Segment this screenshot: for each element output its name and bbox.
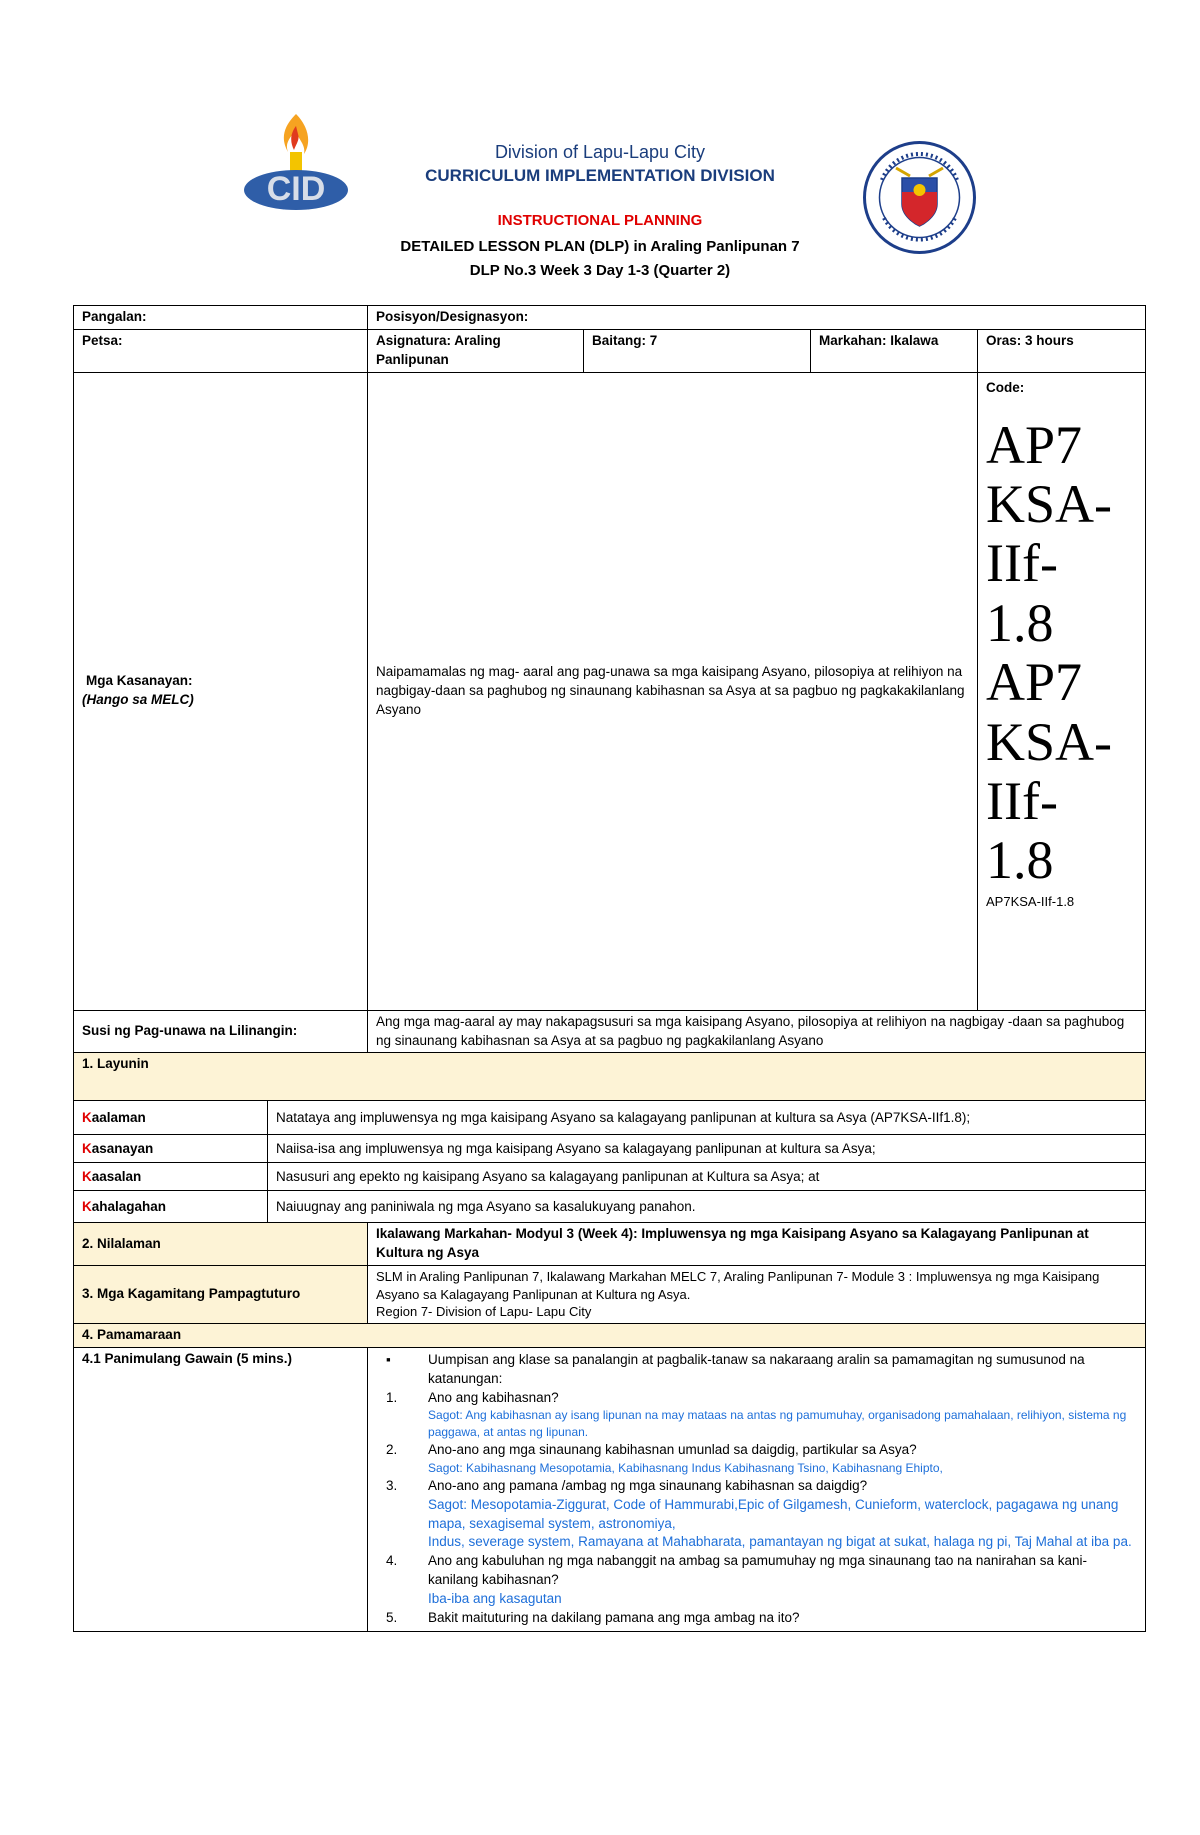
question-text: Ano-ano ang mga sinaunang kabihasnan umunlad sa daigdig, partikular sa Asya?: [428, 1442, 917, 1458]
deped-seal-icon: [862, 140, 977, 255]
kaalaman-text: Natataya ang impluwensya ng mga kaisipang Asyano sa kalagayang panlipunan at kultura sa Asya (AP7KSA-IIf1.8);: [268, 1101, 1146, 1135]
kagamitan-cell: [368, 1266, 1146, 1324]
pangalan-label: Pangalan:: [74, 306, 368, 330]
question-text: Ano ang kabihasnan?: [428, 1389, 559, 1405]
code-cell: [978, 372, 1146, 1010]
code-line: AP7: [986, 414, 1083, 475]
susi-text: Ang mga mag-aaral ay may nakapagsusuri sa mga kaisipang Asyano, pilosopiya at relihiyon na nagbigay -daan sa paghubog ng sinaunang kabihasnan sa Asya at sa pagbuo ng pagkakilanlang Asyano: [368, 1010, 1146, 1053]
bullet-icon: ▪: [386, 1351, 391, 1367]
question-text: Ano-ano ang pamana /ambag ng mga sinaunang kabihasnan sa daigdig?: [428, 1477, 868, 1493]
answer-text: Indus, severage system, Ramayana at Mahabharata, pamantayan ng bigat at sukat, halaga ng pi, Taj Mahal at iba pa.: [428, 1534, 1132, 1550]
kaalaman-label: Kaalaman: [74, 1101, 268, 1135]
petsa-label: Petsa:: [74, 329, 368, 372]
panimula-row: [74, 1347, 1146, 1631]
cid-logo-text: CID: [266, 170, 326, 208]
kaasalan-label: Kaasalan: [74, 1163, 268, 1191]
intro-text: Uumpisan ang klase sa panalangin at pagbalik-tanaw sa nakaraang aralin sa pamamagitan ng sumusunod na katanungan:: [428, 1351, 1085, 1386]
kasanayan-label-cell: [74, 372, 368, 1010]
kasanayan-label: Mga Kasanayan:: [86, 673, 193, 689]
code-line: IIf-: [986, 770, 1058, 831]
layunin-row: [74, 1191, 1146, 1223]
dlp-title: DETAILED LESSON PLAN (DLP) in Araling Panlipunan 7: [400, 238, 800, 255]
question-text: Bakit maituturing na dakilang pamana ang mga ambag na ito?: [428, 1609, 800, 1625]
answer-text: Sagot: Mesopotamia-Ziggurat, Code of Hammurabi,Epic of Gilgamesh, Cunieform, waterclock, pagagawa ng unang mapa, sexagisemal system, astronomiya,: [428, 1496, 1119, 1531]
question-text: Ano ang kabuluhan ng mga nabanggit na ambag sa pamumuhay ng mga sinaunang tao na nanirahan sa kani-kanilang kabihasnan?: [428, 1553, 1087, 1588]
layunin-label: 1. Layunin: [74, 1053, 1146, 1101]
division-name: Division of Lapu-Lapu City: [494, 142, 706, 162]
list-item: 1. Ano ang kabihasnan? Sagot: Ang kabihasnan ay isang lipunan na may mataas na antas ng pamumuhay, organisadong pamahalaan, relihiyon, sistema ng paggawa, at antas ng lipunan.: [376, 1389, 1137, 1441]
kagamitan-label: 3. Mga Kagamitang Pampagtuturo: [74, 1266, 368, 1324]
instructional-planning-title: INSTRUCTIONAL PLANNING: [497, 212, 703, 229]
code-line: IIf-: [986, 533, 1058, 594]
kagamitan-line2: Region 7- Division of Lapu- Lapu City: [376, 1304, 592, 1320]
posisyon-label: Posisyon/Designasyon:: [368, 306, 1146, 330]
date-row: [74, 329, 1146, 372]
dlp-number: DLP No.3 Week 3 Day 1-3 (Quarter 2): [469, 262, 731, 279]
name-row: [74, 306, 1146, 330]
kahalagahan-label: Kahalagahan: [74, 1191, 268, 1223]
kasanayan-obj-text: Naiisa-isa ang impluwensya ng mga kaisipang Asyano sa kalagayang panlipunan at kultura sa Asya;: [268, 1135, 1146, 1163]
baitang-label: Baitang: 7: [584, 329, 811, 372]
code-line: KSA-: [986, 473, 1113, 534]
layunin-row: [74, 1101, 1146, 1135]
code-line: 1.8: [986, 830, 1054, 891]
nilalaman-row: [74, 1223, 1146, 1266]
list-item: 4. Ano ang kabuluhan ng mga nabanggit na ambag sa pamumuhay ng mga sinaunang tao na nanirahan sa kani-kanilang kabihasnan? Iba-iba ang kasagutan: [376, 1552, 1137, 1609]
kasanayan-row: [74, 372, 1146, 1010]
answer-text: Iba-iba ang kasagutan: [428, 1591, 562, 1607]
nilalaman-label: 2. Nilalaman: [74, 1223, 368, 1266]
code-small: AP7KSA-IIf-1.8: [986, 893, 1075, 909]
kasanayan-text: Naipamamalas ng mag- aaral ang pag-unawa sa mga kaisipang Asyano, pilosopiya at relihiyon na nagbigay-daan sa paghubog ng sinaunang kabihasnan sa Asya at sa pagbuo ng pagkakakilanlang Asyano: [368, 372, 978, 1010]
layunin-header-row: [74, 1053, 1146, 1101]
pamamaraan-header-row: [74, 1323, 1146, 1347]
asignatura-label: Asignatura: Araling Panlipunan: [368, 329, 584, 372]
code-line: 1.8: [986, 592, 1054, 653]
list-item: 3. Ano-ano ang pamana /ambag ng mga sinaunang kabihasnan sa daigdig? Sagot: Mesopotamia-Ziggurat, Code of Hammurabi,Epic of Gilgamesh, Cunieform, waterclock, pagagawa ng unang mapa, sexagisemal system, astronomiya, Indus, severage system, Ramayana at Mahabharata, pamantayan ng bigat at sukat, halaga ng pi, Taj Mahal at iba pa.: [376, 1477, 1137, 1553]
code-big: [986, 416, 1137, 891]
oras-label: Oras: 3 hours: [978, 329, 1146, 372]
lesson-plan-table: [73, 305, 1146, 1632]
kasanayan-obj-label: Kasanayan: [74, 1135, 268, 1163]
answer-text: Sagot: Ang kabihasnan ay isang lipunan na may mataas na antas ng pamumuhay, organisadong pamahalaan, relihiyon, sistema ng paggawa, at antas ng lipunan.: [428, 1408, 1127, 1440]
pamamaraan-label: 4. Pamamaraan: [74, 1323, 1146, 1347]
procedure-list: [376, 1351, 1137, 1628]
kagamitan-row: [74, 1266, 1146, 1324]
list-item: [376, 1351, 1137, 1389]
answer-text: Sagot: Kabihasnang Mesopotamia, Kabihasnang Indus Kabihasnang Tsino, Kabihasnang Ehipto,: [428, 1460, 943, 1475]
code-label: Code:: [986, 379, 1025, 395]
susi-row: [74, 1010, 1146, 1053]
nilalaman-text: Ikalawang Markahan- Modyul 3 (Week 4): Impluwensya ng mga Kaisipang Asyano sa Kalagayang Panlipunan at Kultura ng Asya: [368, 1223, 1146, 1266]
susi-label: Susi ng Pag-unawa na Lilinangin:: [74, 1010, 368, 1053]
panimula-content: [368, 1347, 1146, 1631]
layunin-row: [74, 1163, 1146, 1191]
layunin-row: [74, 1135, 1146, 1163]
kasanayan-sublabel: (Hango sa MELC): [82, 692, 194, 708]
list-item: 5. Bakit maituturing na dakilang pamana ang mga ambag na ito?: [376, 1609, 1137, 1628]
cid-title: CURRICULUM IMPLEMENTATION DIVISION: [425, 166, 775, 185]
kagamitan-line1: SLM in Araling Panlipunan 7, Ikalawang Markahan MELC 7, Araling Panlipunan 7- Module 3 : Impluwensya ng mga Kaisipang Asyano sa Kalagayang Panlipunan at Kultura ng Asya.: [376, 1269, 1100, 1302]
kaasalan-text: Nasusuri ang epekto ng kaisipang Asyano sa kalagayang panlipunan at Kultura sa Asya; at: [268, 1163, 1146, 1191]
markahan-label: Markahan: Ikalawa: [811, 329, 978, 372]
panimula-label: 4.1 Panimulang Gawain (5 mins.): [74, 1347, 368, 1631]
list-item: 2. Ano-ano ang mga sinaunang kabihasnan umunlad sa daigdig, partikular sa Asya? Sagot: Kabihasnang Mesopotamia, Kabihasnang Indus Kabihasnang Tsino, Kabihasnang Ehipto,: [376, 1441, 1137, 1477]
code-line: KSA-: [986, 711, 1113, 772]
code-line: AP7: [986, 652, 1083, 713]
kahalagahan-text: Naiuugnay ang paniniwala ng mga Asyano sa kasalukuyang panahon.: [268, 1191, 1146, 1223]
